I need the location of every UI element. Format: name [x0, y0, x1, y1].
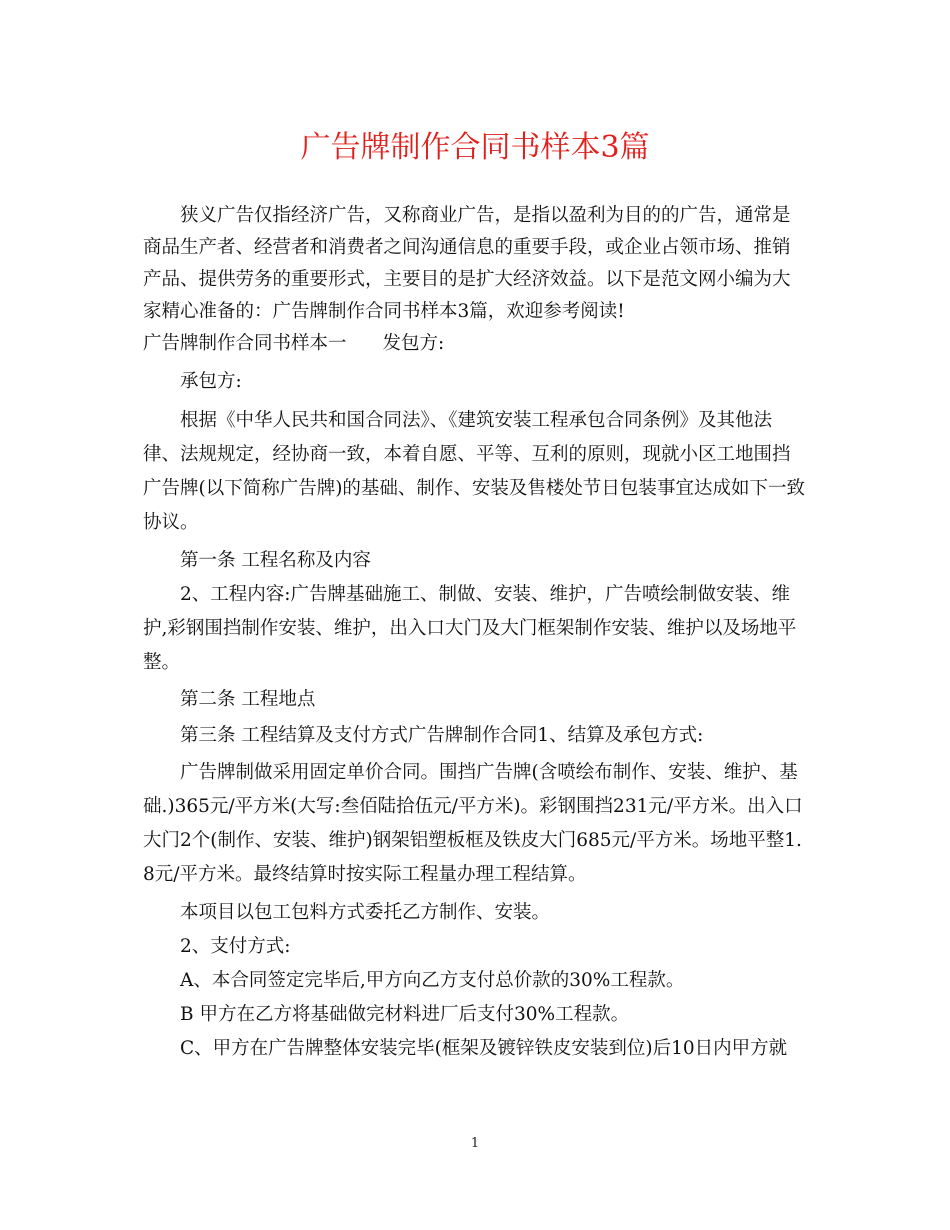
- article-1-heading: 第一条 工程名称及内容: [180, 550, 371, 571]
- article-2-heading: 第二条 工程地点: [180, 689, 316, 710]
- sample-heading-line: [143, 328, 807, 360]
- sample-heading: 广告牌制作合同书样本一: [143, 333, 347, 354]
- article-1-item-2: 2、工程内容:广告牌基础施工、制做、安装、维护，广告喷绘制做安装、维护,彩钢围挡制作安装、维护，出入口大门及大门框架制作安装、维护以及场地平整。: [143, 584, 797, 673]
- pricing-paragraph: 广告牌制做采用固定单价合同。围挡广告牌(含喷绘布制作、安装、维护、基础.)365元/平方米(大写:叁佰陆拾伍元/平方米)。彩钢围挡231元/平方米。出入口大门2个(制作、安装、维护)钢架铝塑板框及铁皮大门685元/平方米。场地平整1.8元/平方米。最终结算时按实际工程量办理工程结算。: [143, 762, 803, 885]
- payment-item-b: B 甲方在乙方将基础做完材料进厂后支付30%工程款。: [180, 1004, 630, 1025]
- article-3-heading: 第三条 工程结算及支付方式广告牌制作合同1、结算及承包方式:: [180, 725, 704, 746]
- payment-item-c: C、甲方在广告牌整体安装完毕(框架及镀锌铁皮安装到位)后10日内甲方就: [180, 1038, 788, 1059]
- document-title: 广告牌制作合同书样本3篇: [300, 130, 650, 165]
- party-b-label: 承包方:: [180, 371, 242, 392]
- payment-item-a: A、本合同签定完毕后,甲方向乙方支付总价款的30%工程款。: [180, 970, 685, 991]
- preamble-paragraph: 根据《中华人民共和国合同法》、《建筑安装工程承包合同条例》及其他法律、法规规定，经协商一致，本着自愿、平等、互利的原则，现就小区工地围挡广告牌(以下简称广告牌)的基础、制作、安装及售楼处节日包装事宜达成如下一致协议。: [143, 410, 805, 533]
- party-a-label: 发包方:: [382, 333, 445, 354]
- commission-paragraph: 本项目以包工包料方式委托乙方制作、安装。: [180, 902, 551, 923]
- payment-heading: 2、支付方式:: [180, 936, 291, 957]
- document-body: [143, 200, 807, 1066]
- page-number: 1: [470, 1136, 480, 1151]
- intro-paragraph: 狭义广告仅指经济广告，又称商业广告，是指以盈利为目的的广告，通常是商品生产者、经营者和消费者之间沟通信息的重要手段，或企业占领市场、推销产品、提供劳务的重要形式，主要目的是扩大经济效益。以下是范文网小编为大家精心准备的：广告牌制作合同书样本3篇，欢迎参考阅读!: [143, 205, 791, 322]
